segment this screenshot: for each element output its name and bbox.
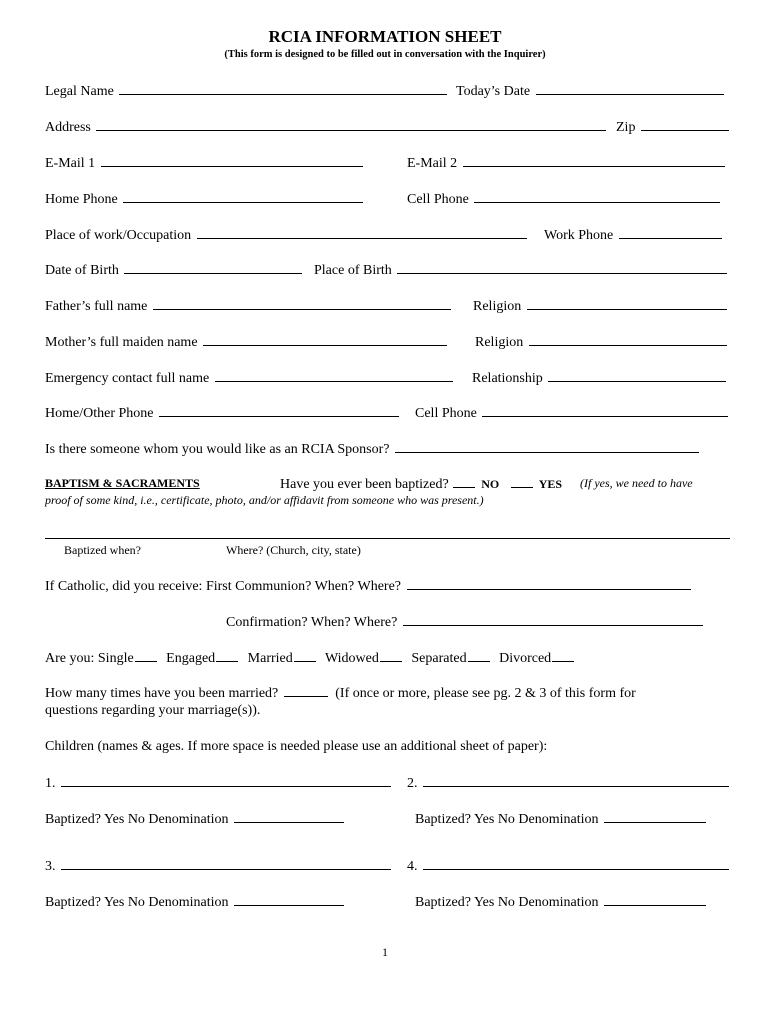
mother-religion-row [475, 332, 727, 352]
baptism-note2-row [45, 491, 484, 510]
child4-field[interactable] [423, 856, 729, 870]
dob-label: Date of Birth [45, 263, 119, 278]
status-single-blank[interactable] [135, 648, 157, 662]
emergency-field[interactable] [215, 368, 453, 382]
legal-name-row [45, 81, 447, 101]
mother-religion-field[interactable] [529, 332, 727, 346]
baptized-when-row [64, 541, 141, 560]
child4-baptized-label: Baptized? Yes No Denomination [415, 895, 599, 910]
status-engaged-blank[interactable] [216, 648, 238, 662]
legal-name-field[interactable] [119, 81, 447, 95]
baptized-no-label: NO [481, 477, 500, 491]
mother-religion-label: Religion [475, 335, 524, 350]
confirmation-field[interactable] [403, 612, 703, 626]
baptized-when-label: Baptized when? [64, 543, 141, 557]
child1-number: 1. [45, 776, 56, 791]
sponsor-field[interactable] [395, 439, 699, 453]
child3-field[interactable] [61, 856, 391, 870]
baptized-yes-label: YES [538, 477, 563, 491]
cell-phone2-row [415, 403, 728, 423]
other-phone-label: Home/Other Phone [45, 406, 154, 421]
other-phone-row [45, 403, 399, 423]
baptism-note-line2: proof of some kind, i.e., certificate, photo, and/or affidavit from someone who was present.) [45, 493, 484, 507]
father-religion-field[interactable] [527, 296, 727, 310]
marriage-note2-row [45, 702, 260, 720]
form-title: RCIA INFORMATION SHEET [268, 27, 502, 46]
cell-phone2-label: Cell Phone [415, 406, 477, 421]
status-option-widowed: Widowed [325, 651, 379, 666]
mother-label: Mother’s full maiden name [45, 335, 198, 350]
relationship-field[interactable] [548, 368, 726, 382]
child2-number: 2. [407, 776, 418, 791]
children-intro-row [45, 738, 547, 756]
status-divorced-blank[interactable] [552, 648, 574, 662]
child1-denomination-field[interactable] [234, 809, 344, 823]
page-number: 1 [382, 945, 388, 959]
status-row [45, 648, 580, 668]
baptized-question: Have you ever been baptized? [280, 477, 449, 492]
email1-row [45, 153, 363, 173]
communion-label: If Catholic, did you receive: First Communion? When? Where? [45, 579, 401, 594]
child4-denomination-field[interactable] [604, 892, 706, 906]
sponsor-row [45, 439, 699, 459]
confirmation-row [226, 612, 703, 632]
email1-label: E-Mail 1 [45, 156, 96, 171]
mother-field[interactable] [203, 332, 447, 346]
marriage-note2: questions regarding your marriage(s)). [45, 703, 261, 718]
child1-field[interactable] [61, 773, 391, 787]
baptized-no-blank[interactable] [453, 474, 475, 488]
child3-baptized-row [45, 892, 344, 912]
child3-baptized-label: Baptized? Yes No Denomination [45, 895, 229, 910]
baptized-where-row [226, 541, 361, 560]
communion-field[interactable] [407, 576, 691, 590]
email1-field[interactable] [101, 153, 363, 167]
child3-number: 3. [45, 859, 56, 874]
relationship-row [472, 368, 726, 388]
home-phone-label: Home Phone [45, 192, 118, 207]
occupation-row [45, 225, 527, 245]
child2-baptized-label: Baptized? Yes No Denomination [415, 812, 599, 827]
baptized-where-label: Where? (Church, city, state) [226, 543, 361, 557]
status-widowed-blank[interactable] [380, 648, 402, 662]
marriage-row [45, 683, 636, 703]
dob-row [45, 260, 302, 280]
child4-number: 4. [407, 859, 418, 874]
birthplace-label: Place of Birth [314, 263, 392, 278]
email2-row [407, 153, 725, 173]
birthplace-row [314, 260, 727, 280]
todays-date-row [456, 81, 724, 101]
cell-phone-row [407, 189, 720, 209]
address-field[interactable] [96, 117, 606, 131]
work-phone-field[interactable] [619, 225, 722, 239]
father-religion-row [473, 296, 727, 316]
child3-denomination-field[interactable] [234, 892, 344, 906]
emergency-row [45, 368, 453, 388]
relationship-label: Relationship [472, 371, 543, 386]
zip-row [616, 117, 729, 137]
occupation-label: Place of work/Occupation [45, 228, 192, 243]
baptized-yes-blank[interactable] [511, 474, 533, 488]
status-option-married: Married [247, 651, 293, 666]
emergency-label: Emergency contact full name [45, 371, 210, 386]
cell-phone-field[interactable] [474, 189, 720, 203]
work-phone-row [544, 225, 722, 245]
dob-field[interactable] [124, 260, 302, 274]
status-option-single: Single [97, 651, 134, 666]
confirmation-label: Confirmation? When? Where? [226, 615, 398, 630]
father-religion-label: Religion [473, 299, 522, 314]
status-married-blank[interactable] [294, 648, 316, 662]
form-subtitle: (This form is designed to be filled out in conversation with the Inquirer) [224, 49, 546, 60]
father-label: Father’s full name [45, 299, 148, 314]
child4-row [407, 856, 729, 876]
sponsor-label: Is there someone whom you would like as an RCIA Sponsor? [45, 442, 390, 457]
zip-field[interactable] [641, 117, 729, 131]
occupation-field[interactable] [197, 225, 527, 239]
father-row [45, 296, 451, 316]
birthplace-field[interactable] [397, 260, 727, 274]
father-field[interactable] [153, 296, 451, 310]
baptism-note-row [580, 474, 693, 493]
baptism-note-line1: (If yes, we need to have [580, 476, 693, 490]
baptism-details-field[interactable] [45, 538, 730, 539]
marriage-question: How many times have you been married? [45, 686, 279, 701]
cell-phone2-field[interactable] [482, 403, 728, 417]
email2-field[interactable] [463, 153, 725, 167]
cell-phone-label: Cell Phone [407, 192, 469, 207]
child2-row [407, 773, 729, 793]
other-phone-field[interactable] [159, 403, 399, 417]
child1-baptized-label: Baptized? Yes No Denomination [45, 812, 229, 827]
status-prefix: Are you: [45, 651, 95, 666]
todays-date-field[interactable] [536, 81, 724, 95]
legal-name-label: Legal Name [45, 84, 114, 99]
child2-field[interactable] [423, 773, 729, 787]
mother-row [45, 332, 447, 352]
status-option-divorced: Divorced [499, 651, 552, 666]
zip-label: Zip [616, 120, 636, 135]
status-option-separated: Separated [411, 651, 467, 666]
email2-label: E-Mail 2 [407, 156, 458, 171]
address-row [45, 117, 606, 137]
children-intro: Children (names & ages. If more space is needed please use an additional sheet of paper): [45, 739, 548, 754]
status-option-engaged: Engaged [166, 651, 216, 666]
child2-baptized-row [415, 809, 706, 829]
child1-baptized-row [45, 809, 344, 829]
baptism-heading: BAPTISM & SACRAMENTS [45, 476, 200, 490]
marriage-note: (If once or more, please see pg. 2 & 3 of this form for [335, 686, 636, 701]
child1-row [45, 773, 391, 793]
home-phone-field[interactable] [123, 189, 363, 203]
communion-row [45, 576, 691, 596]
work-phone-label: Work Phone [544, 228, 614, 243]
todays-date-label: Today’s Date [456, 84, 531, 99]
child3-row [45, 856, 391, 876]
status-separated-blank[interactable] [468, 648, 490, 662]
marriage-count-field[interactable] [284, 683, 328, 697]
child2-denomination-field[interactable] [604, 809, 706, 823]
child4-baptized-row [415, 892, 706, 912]
home-phone-row [45, 189, 363, 209]
address-label: Address [45, 120, 91, 135]
